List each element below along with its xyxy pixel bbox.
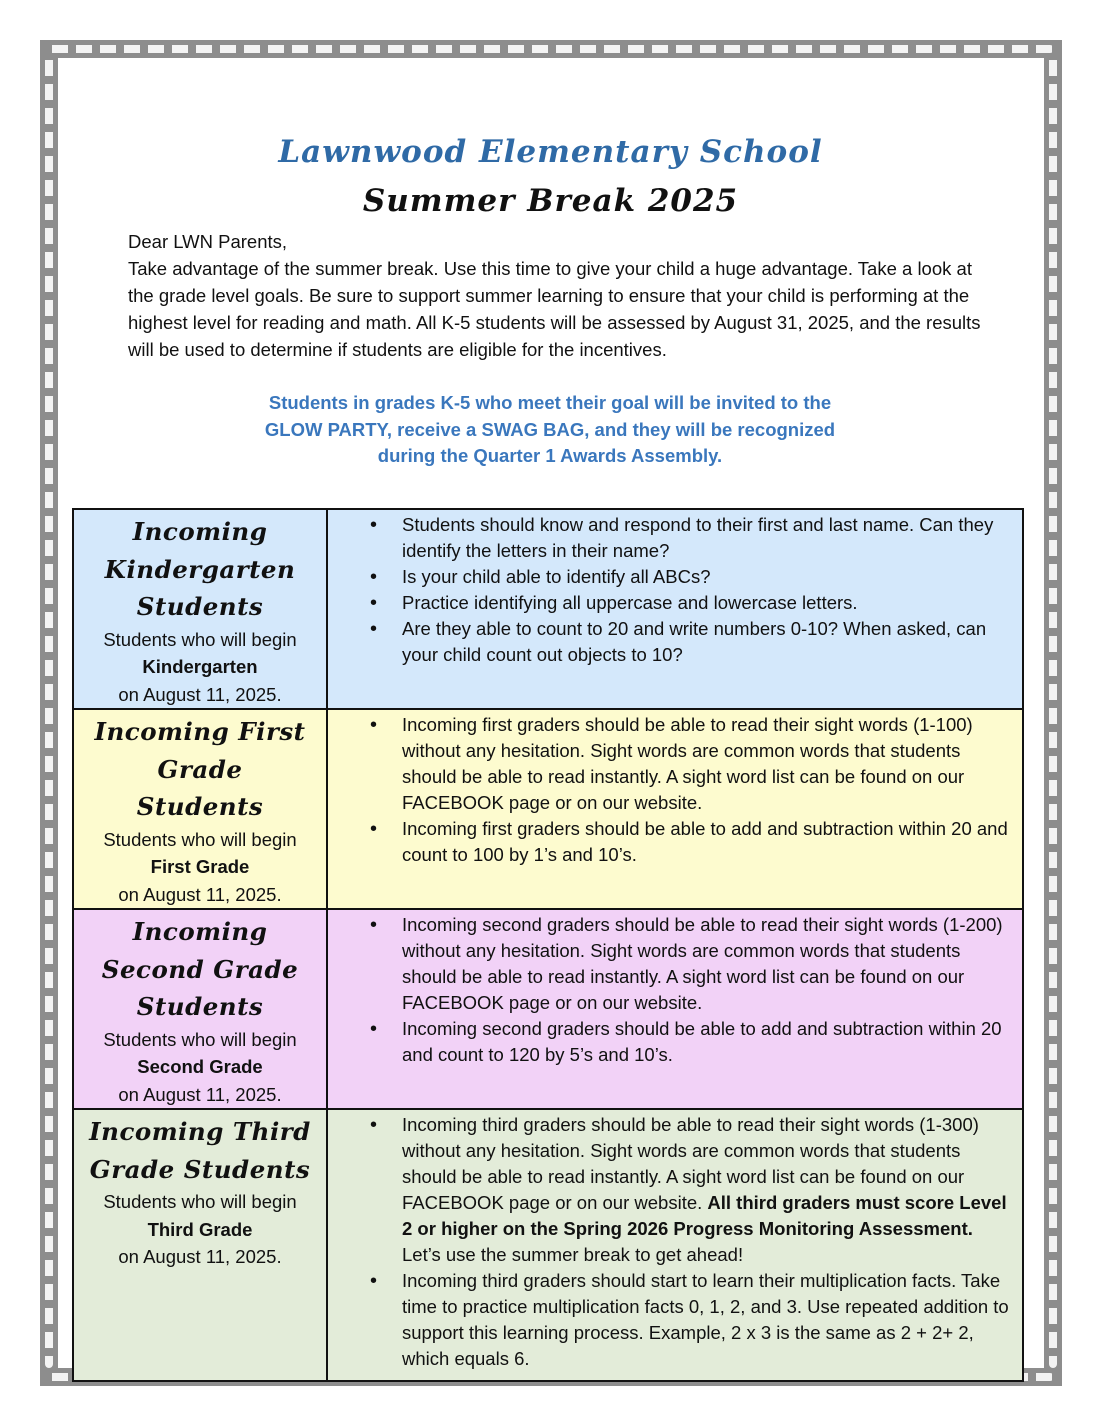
incentive-notice (220, 390, 880, 470)
list-item: • Incoming first graders should be able to add and subtraction within 20 and count to 100 by 1’s and 10’s. (402, 816, 1016, 868)
parent-letter (128, 228, 988, 363)
grade-name: Kindergarten (142, 656, 258, 677)
bold-requirement: All third graders must score Level 2 or higher on the Spring 2026 Progress Monitoring Assessment. (402, 1192, 1007, 1239)
goals-cell (327, 709, 1023, 909)
table-row-first-grade (73, 709, 1023, 909)
grade-heading: Incoming Second Grade Students (101, 917, 299, 1021)
list-item: • Incoming second graders should be able to read their sight words (1-200) without any hesitation. Sight words are common words that students should be able to read instantly. A sight word list can be found on our FACEBOOK page or on our website. (402, 912, 1016, 1016)
grade-goals-table (72, 508, 1024, 1382)
incentive-line: GLOW PARTY, receive a SWAG BAG, and they will be recognized (264, 418, 836, 440)
bullet-text: Incoming third graders should be able to read their sight words (1-300) without any hesitation. Sight words are common words that students should be able to read instantly. A sight word list can be found on our FACEBOOK page or on our website. (402, 1114, 979, 1213)
event-title: Summer Break 2025 (362, 183, 739, 219)
grade-name: Second Grade (137, 1056, 263, 1077)
grade-heading: Incoming Kindergarten Students (104, 517, 296, 621)
begin-text: Students who will begin (103, 1191, 297, 1212)
table-row-second-grade (73, 909, 1023, 1109)
list-item: • Are they able to count to 20 and write numbers 0-10? When asked, can your child count out objects to 10? (402, 616, 1016, 668)
table-row-kindergarten (73, 509, 1023, 709)
goals-cell (327, 1109, 1023, 1381)
begin-text: Students who will begin (103, 828, 297, 850)
grade-heading: Incoming Third Grade Students (89, 1117, 311, 1184)
school-title: Lawnwood Elementary School (278, 134, 823, 170)
grade-cell (73, 509, 327, 709)
grade-name: First Grade (150, 856, 250, 877)
grade-cell (73, 1109, 327, 1381)
incentive-line: Students in grades K-5 who meet their goal will be invited to the (268, 392, 832, 413)
grade-name: Third Grade (147, 1218, 253, 1240)
start-date: on August 11, 2025. (118, 1083, 282, 1105)
table-row-third-grade (73, 1109, 1023, 1381)
goals-list (328, 910, 1022, 1076)
grade-heading: Incoming First Grade Students (94, 717, 306, 821)
start-date: on August 11, 2025. (118, 883, 282, 905)
goals-list (328, 1110, 1022, 1380)
list-item (402, 1112, 1016, 1268)
begin-text: Students who will begin (103, 628, 297, 650)
goals-list (328, 510, 1022, 676)
goals-cell (327, 509, 1023, 709)
start-date: on August 11, 2025. (118, 683, 282, 705)
incentive-line: during the Quarter 1 Awards Assembly. (377, 445, 723, 466)
list-item: • Incoming first graders should be able to read their sight words (1-100) without any hesitation. Sight words are common words that students should be able to read instantly. A sight word list can be found on our FACEBOOK page or on our website. (402, 712, 1016, 816)
grade-cell (73, 909, 327, 1109)
goals-cell (327, 909, 1023, 1109)
letter-greeting: Dear LWN Parents, (128, 231, 288, 252)
list-item: • Incoming third graders should start to learn their multiplication facts. Take time to practice multiplication facts 0, 1, 2, and 3. Use repeated addition to support this learning process. Example, 2 x 3 is the same as 2 + 2+ 2, which equals 6. (402, 1268, 1016, 1372)
bullet-tail: Let’s use the summer break to get ahead! (402, 1244, 744, 1265)
list-item: • Practice identifying all uppercase and lowercase letters. (402, 590, 1016, 616)
list-item: • Students should know and respond to their first and last name. Can they identify the letters in their name? (402, 512, 1016, 564)
goals-list (328, 710, 1022, 876)
letter-body: Take advantage of the summer break. Use this time to give your child a huge advantage. Take a look at the grade level goals. Be sure to support summer learning to ensure that your child is performing at the highest level for reading and math. All K-5 students will be assessed by August 31, 2025, and the results will be used to determine if students are eligible for the incentives. (128, 258, 981, 360)
start-date: on August 11, 2025. (118, 1246, 282, 1267)
list-item: • Is your child able to identify all ABCs? (402, 564, 1016, 590)
begin-text: Students who will begin (103, 1028, 297, 1050)
list-item: • Incoming second graders should be able to add and subtraction within 20 and count to 120 by 5’s and 10’s. (402, 1016, 1016, 1068)
grade-cell (73, 709, 327, 909)
